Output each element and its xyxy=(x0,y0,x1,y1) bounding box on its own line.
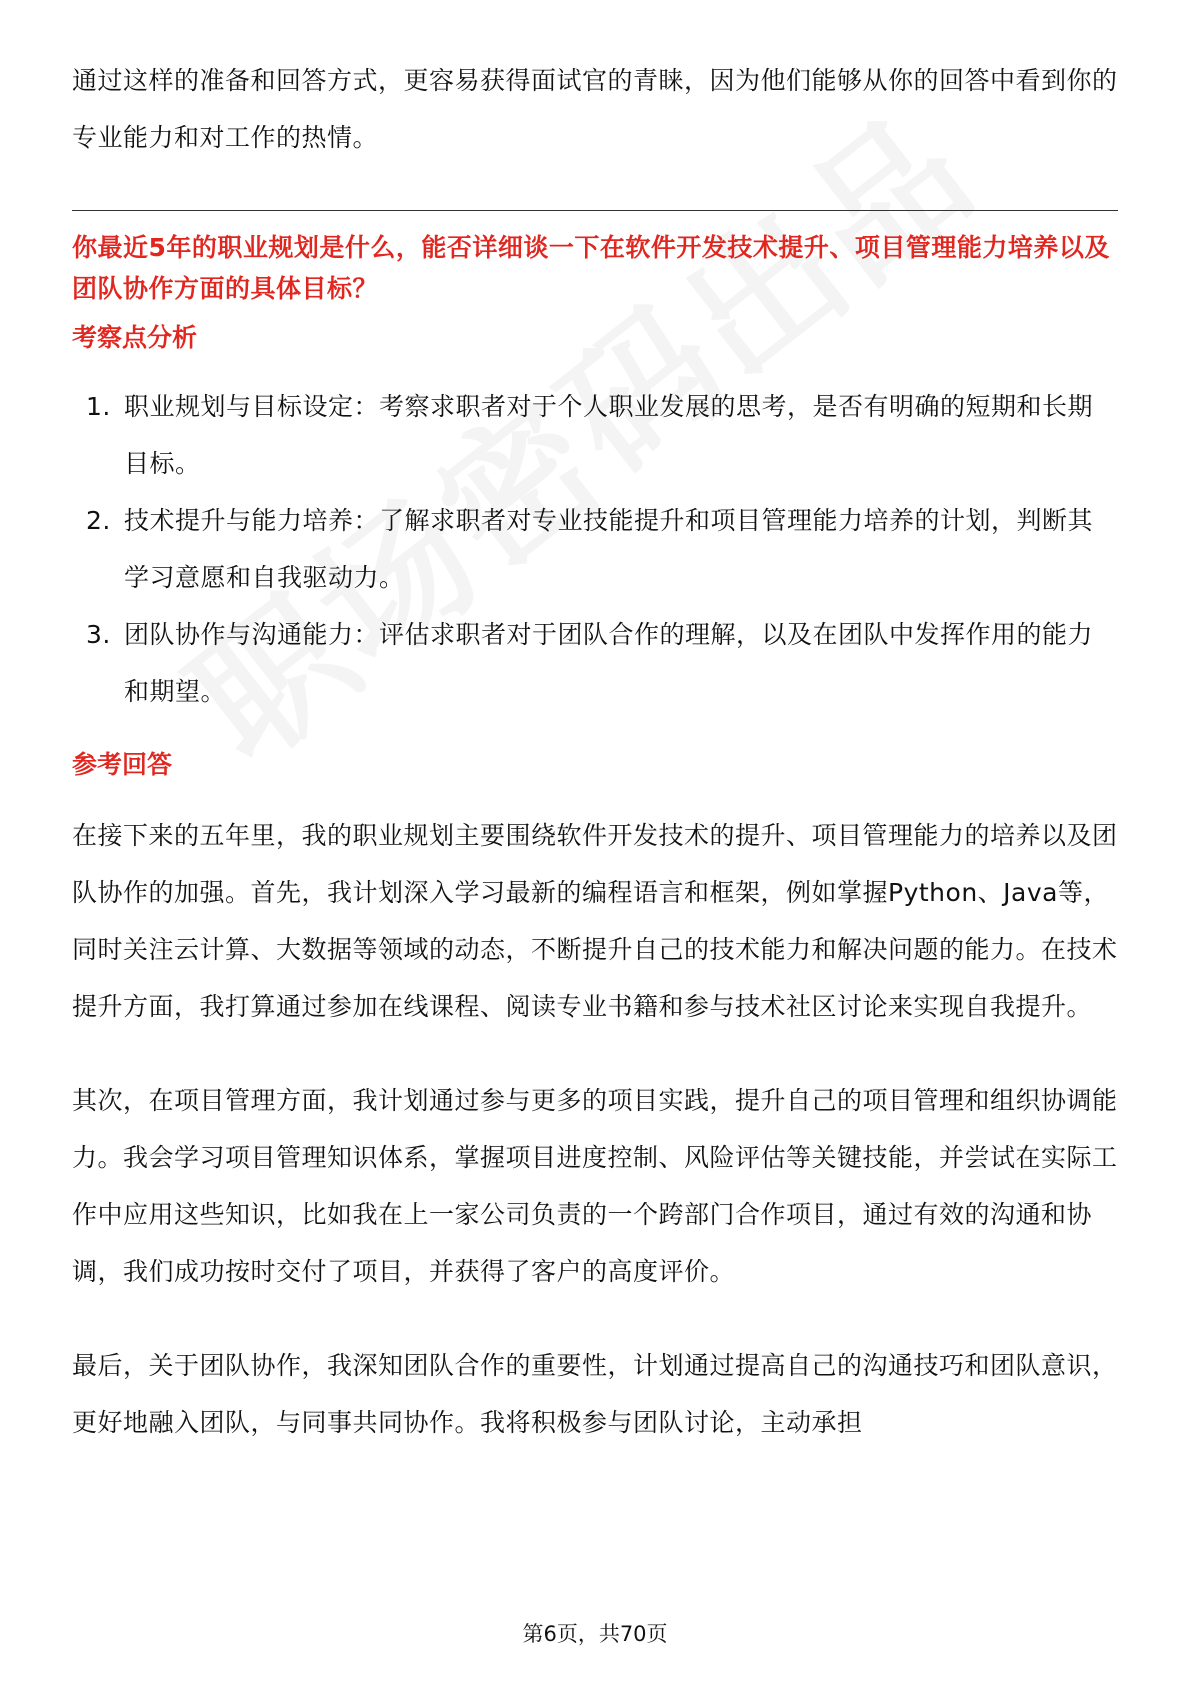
analysis-point xyxy=(72,606,1118,720)
page-number-footer: 第6页，共70页 xyxy=(522,1622,668,1646)
point-text: 技术提升与能力培养：了解求职者对专业技能提升和项目管理能力培养的计划，判断其学习意愿和自我驱动力。 xyxy=(124,506,1094,592)
answer-paragraph: 最后，关于团队协作，我深知团队合作的重要性，计划通过提高自己的沟通技巧和团队意识，更好地融入团队，与同事共同协作。我将积极参与团队讨论，主动承担 xyxy=(72,1351,1118,1437)
question-title: 你最近5年的职业规划是什么，能否详细谈一下在软件开发技术提升、项目管理能力培养以及团队协作方面的具体目标？ xyxy=(72,233,1110,303)
point-text: 职业规划与目标设定：考察求职者对于个人职业发展的思考，是否有明确的短期和长期目标。 xyxy=(124,392,1094,478)
point-text: 团队协作与沟通能力：评估求职者对于团队合作的理解，以及在团队中发挥作用的能力和期望。 xyxy=(124,620,1094,706)
answer-paragraph: 其次，在项目管理方面，我计划通过参与更多的项目实践，提升自己的项目管理和组织协调能力。我会学习项目管理知识体系，掌握项目进度控制、风险评估等关键技能，并尝试在实际工作中应用这些知识，比如我在上一家公司负责的一个跨部门合作项目，通过有效的沟通和协调，我们成功按时交付了项目，并获得了客户的高度评价。 xyxy=(72,1086,1118,1286)
analysis-points-list xyxy=(72,378,1118,720)
analysis-point xyxy=(72,378,1118,492)
point-number: 1. xyxy=(86,392,111,421)
answer-paragraph: 在接下来的五年里，我的职业规划主要围绕软件开发技术的提升、项目管理能力的培养以及团队协作的加强。首先，我计划深入学习最新的编程语言和框架，例如掌握Python、Java等，同时关注云计算、大数据等领域的动态，不断提升自己的技术能力和解决问题的能力。在技术提升方面，我打算通过参加在线课程、阅读专业书籍和参与技术社区讨论来实现自我提升。 xyxy=(72,821,1118,1021)
document-page xyxy=(72,52,1118,1451)
point-number: 3. xyxy=(86,620,111,649)
point-number: 2. xyxy=(86,506,111,535)
intro-paragraph: 通过这样的准备和回答方式，更容易获得面试官的青睐，因为他们能够从你的回答中看到你的专业能力和对工作的热情。 xyxy=(72,66,1118,152)
analysis-heading: 考察点分析 xyxy=(72,323,198,352)
answer-heading: 参考回答 xyxy=(72,750,173,779)
analysis-point xyxy=(72,492,1118,606)
section-divider xyxy=(72,210,1118,211)
